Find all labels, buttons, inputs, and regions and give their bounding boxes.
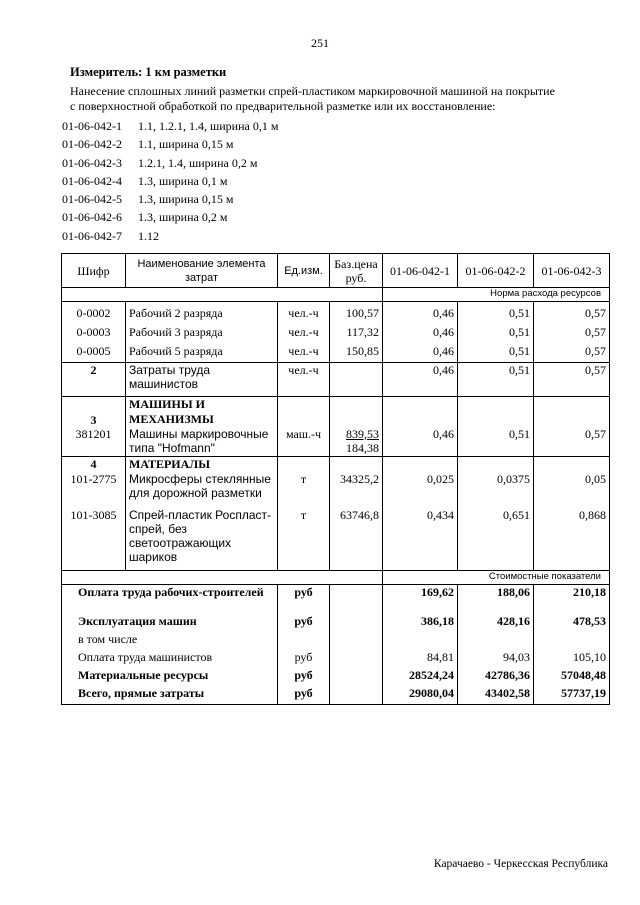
cell-code: 101-3085	[62, 508, 126, 570]
code-id: 01-06-042-5	[62, 192, 122, 207]
code-id: 01-06-042-4	[62, 173, 122, 188]
code-text: 1.1, 1.2.1, 1.4, ширина 0,1 м	[138, 119, 279, 133]
cost-value: 43402,58	[458, 686, 534, 704]
cost-name: Оплата труда рабочих-строителей	[62, 584, 278, 614]
header-col2: 01-06-042-2	[458, 254, 534, 288]
code-id: 01-06-042-7	[62, 228, 122, 243]
code-list-item	[62, 154, 278, 172]
cell-price: 150,85	[330, 344, 383, 362]
cost-unit: руб	[278, 668, 330, 686]
cost-unit: руб	[278, 614, 330, 632]
header-col1: 01-06-042-1	[383, 254, 458, 288]
cost-row	[62, 632, 610, 650]
cost-label-row	[62, 570, 610, 584]
cost-value: 169,62	[383, 584, 458, 614]
cell-value: 0,57	[534, 362, 610, 396]
table-row	[62, 508, 610, 570]
cost-row	[62, 686, 610, 704]
page-footer: Карачаево - Черкесская Республика	[433, 858, 608, 870]
cell-value: 0,57	[534, 427, 610, 457]
cell-value: 0,05	[534, 472, 610, 508]
cost-value: 57737,19	[534, 686, 610, 704]
cell-value: 0,51	[458, 362, 534, 396]
cell-value: 0,51	[458, 344, 534, 362]
description-line: Нанесение сплошных линий разметки спрей-пластиком маркировочной машиной на покрытие	[70, 84, 555, 98]
resource-table	[61, 253, 610, 705]
cell-value: 0,651	[458, 508, 534, 570]
cell-unit: чел.-ч	[278, 362, 330, 396]
code-list-item	[62, 135, 278, 153]
cell-unit: т	[278, 472, 330, 508]
cell-code: 3	[62, 396, 126, 427]
cost-row	[62, 650, 610, 668]
table-row	[62, 325, 610, 344]
cost-row	[62, 584, 610, 614]
cost-value: 386,18	[383, 614, 458, 632]
header-price: Баз.цена руб.	[330, 254, 383, 288]
code-list-item	[62, 172, 278, 190]
table-row	[62, 427, 610, 457]
table-row	[62, 362, 610, 396]
price-secondary: 184,38	[346, 440, 379, 455]
cell-code: 101-2775	[62, 472, 126, 508]
code-text: 1.3, ширина 0,2 м	[138, 210, 228, 225]
cell-value: 0,57	[534, 325, 610, 344]
code-list-item	[62, 208, 278, 226]
table-header-row	[62, 254, 610, 288]
cell-unit: чел.-ч	[278, 325, 330, 344]
code-text: 1.1, ширина 0,15 м	[138, 137, 234, 152]
cell-name: Рабочий 3 разряда	[126, 325, 278, 344]
cell-value: 0,46	[383, 344, 458, 362]
cell-value: 0,46	[383, 427, 458, 457]
cell-name: Спрей-пластик Роспласт-спрей, без светоотражающих шариков	[126, 508, 278, 570]
cost-row	[62, 614, 610, 632]
cell-name: Микросферы стеклянные для дорожной разметки	[126, 472, 278, 508]
table-row	[62, 306, 610, 325]
cost-value: 29080,04	[383, 686, 458, 704]
header-col3: 01-06-042-3	[534, 254, 610, 288]
header-code: Шифр	[62, 254, 126, 288]
cell-value: 0,51	[458, 427, 534, 457]
cost-value: 57048,48	[534, 668, 610, 686]
cell-code: 4	[62, 457, 126, 473]
cell-value: 0,51	[458, 306, 534, 325]
code-list-item	[62, 227, 278, 245]
cell-value: 0,868	[534, 508, 610, 570]
cell-price: 100,57	[330, 306, 383, 325]
cell-name: Рабочий 2 разряда	[126, 306, 278, 325]
cost-unit: руб	[278, 584, 330, 614]
header-name: Наименование элемента затрат	[126, 254, 278, 288]
cell-unit: чел.-ч	[278, 344, 330, 362]
cost-name: Эксплуатация машин	[62, 614, 278, 632]
cell-value: 0,025	[383, 472, 458, 508]
code-text: 1.3, ширина 0,1 м	[138, 173, 228, 188]
code-text: 1.3, ширина 0,15 м	[138, 192, 234, 207]
cell-name: Затраты труда машинистов	[126, 362, 278, 396]
cell-value: 0,434	[383, 508, 458, 570]
header-unit: Ед.изм.	[278, 254, 330, 288]
cell-code: 0-0002	[62, 306, 126, 325]
code-id: 01-06-042-1	[62, 119, 122, 133]
cell-price	[330, 427, 383, 457]
cell-unit: чел.-ч	[278, 306, 330, 325]
cell-code: 381201	[62, 427, 126, 457]
price-main: 839,53	[346, 426, 379, 441]
code-list-item	[62, 117, 278, 135]
cost-value: 210,18	[534, 584, 610, 614]
table-row	[62, 344, 610, 362]
cell-value: 0,46	[383, 306, 458, 325]
cell-unit: маш.-ч	[278, 427, 330, 457]
cost-name: Материальные ресурсы	[62, 668, 278, 686]
cost-label: Стоимостные показатели	[383, 570, 610, 584]
code-id: 01-06-042-6	[62, 210, 122, 225]
cost-unit: руб	[278, 686, 330, 704]
cell-value: 0,46	[383, 325, 458, 344]
cell-name: Машины маркировочные типа "Hofmann"	[126, 427, 278, 457]
description-line: с поверхностной обработкой по предварительной разметке или их восстановление:	[70, 99, 496, 113]
cell-code: 2	[62, 362, 126, 396]
code-list-item	[62, 190, 278, 208]
cost-value: 428,16	[458, 614, 534, 632]
cell-value: 0,57	[534, 306, 610, 325]
table-row	[62, 472, 610, 508]
cost-value: 188,06	[458, 584, 534, 614]
cell-name: Рабочий 5 разряда	[126, 344, 278, 362]
norm-label-row	[62, 288, 610, 302]
code-text: 1.12	[138, 228, 159, 243]
cell-price: 34325,2	[330, 472, 383, 508]
section-title: МАТЕРИАЛЫ	[126, 457, 278, 473]
cell-code: 0-0005	[62, 344, 126, 362]
cell-unit: т	[278, 508, 330, 570]
cost-name: Оплата труда машинистов	[62, 650, 278, 668]
code-id: 01-06-042-2	[62, 137, 122, 152]
work-description	[70, 84, 610, 114]
cost-unit: руб	[278, 650, 330, 668]
code-text: 1.2.1, 1.4, ширина 0,2 м	[138, 155, 258, 170]
cost-value: 42786,36	[458, 668, 534, 686]
meter-heading: Измеритель: 1 км разметки	[70, 65, 227, 79]
cell-value: 0,46	[383, 362, 458, 396]
table-row	[62, 457, 610, 473]
cell-price: 63746,8	[330, 508, 383, 570]
section-title: МАШИНЫ И МЕХАНИЗМЫ	[126, 396, 278, 427]
cost-value: 478,53	[534, 614, 610, 632]
cost-name: Всего, прямые затраты	[62, 686, 278, 704]
cost-value: 105,10	[534, 650, 610, 668]
cell-code: 0-0003	[62, 325, 126, 344]
page-number: 251	[311, 36, 329, 50]
code-id: 01-06-042-3	[62, 155, 122, 170]
cell-value: 0,51	[458, 325, 534, 344]
cell-price: 117,32	[330, 325, 383, 344]
table-row	[62, 396, 610, 427]
cell-value: 0,57	[534, 344, 610, 362]
norm-label: Норма расхода ресурсов	[383, 288, 610, 302]
cost-name: в том числе	[62, 632, 278, 650]
cost-value: 94,03	[458, 650, 534, 668]
cost-value: 84,81	[383, 650, 458, 668]
cost-row	[62, 668, 610, 686]
cell-value: 0,0375	[458, 472, 534, 508]
code-list	[62, 117, 278, 245]
cost-value: 28524,24	[383, 668, 458, 686]
